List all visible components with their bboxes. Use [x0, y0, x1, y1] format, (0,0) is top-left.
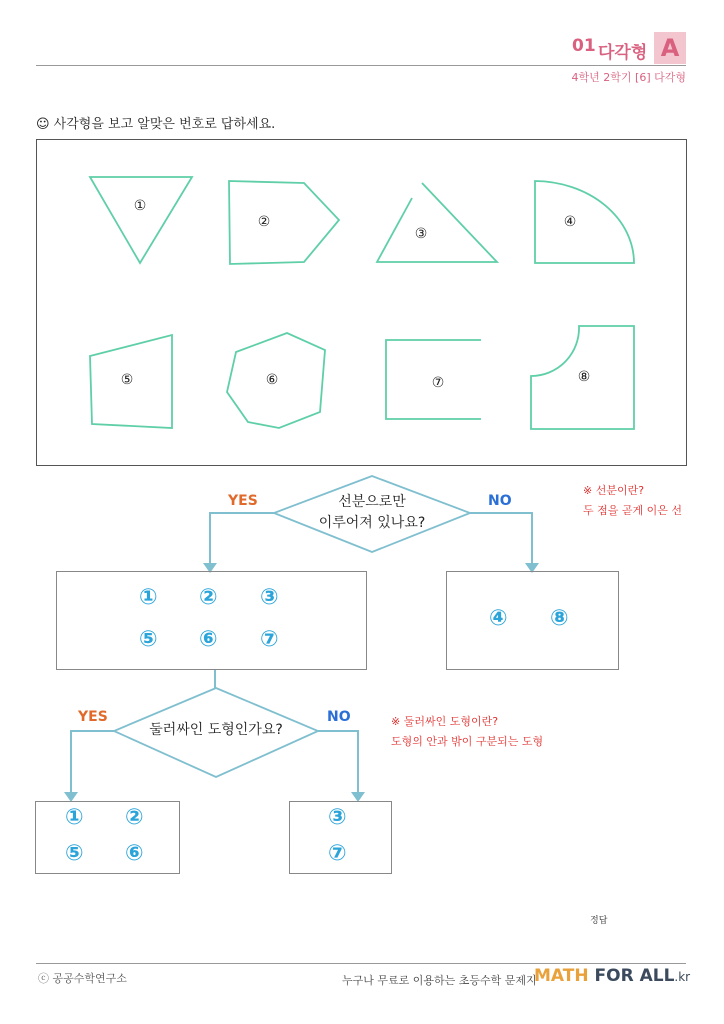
flow2-no-answer-1: ③	[328, 805, 347, 830]
footer-logo	[534, 966, 690, 986]
flow1-yes-answer-6: ⑦	[260, 627, 279, 652]
flow1-no-answer-1: ④	[489, 606, 508, 631]
flow1-no-label: NO	[488, 493, 512, 509]
flow1-question	[302, 492, 442, 534]
flow1-yes-answer-1: ①	[139, 585, 158, 610]
shape-1-triangle	[90, 177, 192, 263]
footer-copyright: ⓒ 공공수학연구소	[38, 972, 127, 985]
footer-tagline: 누구나 무료로 이용하는 초등수학 문제지	[342, 974, 537, 987]
flow2-yes-arrow-line	[71, 731, 114, 796]
level-badge: A	[654, 32, 686, 64]
flow2-yes-label: YES	[78, 709, 108, 725]
flow2-yes-box	[35, 801, 180, 874]
flow1-yes-answer-4: ⑤	[139, 627, 158, 652]
flow2-yes-answer-4: ⑥	[125, 841, 144, 866]
flow1-note	[583, 481, 682, 521]
shape-2-label: ②	[257, 214, 271, 230]
worksheet-number: 01	[572, 36, 596, 56]
shape-6-label: ⑥	[265, 372, 279, 388]
flow2-note-title: ※ 둘러싸인 도형이란?	[391, 715, 499, 728]
flow2-yes-answer-3: ⑤	[65, 841, 84, 866]
instruction-text: ☺ 사각형을 보고 알맞은 번호로 답하세요.	[36, 117, 276, 132]
flow1-note-body: 두 점을 곧게 이은 선	[583, 504, 682, 517]
answer-label: 정답	[590, 916, 608, 926]
shape-4-label: ④	[563, 214, 577, 230]
logo-forall: FOR ALL	[594, 966, 675, 986]
worksheet-title: 다각형	[598, 43, 648, 63]
logo-math: MATH	[534, 966, 589, 986]
worksheet-subtitle: 4학년 2학기 [6] 다각형	[571, 71, 686, 84]
flow2-no-label: NO	[327, 709, 351, 725]
flow2-yes-answer-2: ②	[125, 805, 144, 830]
flow1-no-box	[446, 571, 619, 670]
shape-1-label: ①	[133, 198, 147, 214]
flow2-no-arrow-line	[318, 731, 358, 796]
shape-7-label: ⑦	[431, 375, 445, 391]
flow1-yes-answer-2: ②	[199, 585, 218, 610]
shape-3-label: ③	[414, 226, 428, 242]
flow1-no-arrow-line	[470, 513, 532, 566]
flow1-no-answer-2: ⑧	[550, 606, 569, 631]
flow2-question: 둘러싸인 도형인가요?	[149, 722, 283, 738]
flow1-yes-label: YES	[228, 493, 258, 509]
flow2-yes-answer-1: ①	[65, 805, 84, 830]
flow1-yes-answer-3: ③	[260, 585, 279, 610]
flow1-question-line2: 이루어져 있나요?	[318, 515, 426, 531]
shape-8-label: ⑧	[577, 369, 591, 385]
flow2-note	[391, 712, 543, 752]
flow2-note-body: 도형의 안과 밖이 구분되는 도형	[391, 735, 544, 748]
shape-5-label: ⑤	[120, 372, 134, 388]
shape-2-pentagon	[229, 181, 339, 264]
logo-kr: .kr	[674, 970, 691, 984]
footer-divider	[36, 963, 686, 964]
flow1-yes-answer-5: ⑥	[199, 627, 218, 652]
flow1-question-line1: 선분으로만	[338, 494, 406, 510]
flow1-yes-arrow-line	[210, 513, 274, 566]
flow2-no-answer-2: ⑦	[328, 841, 347, 866]
shape-4-quarter-circle	[535, 181, 634, 263]
shape-3-open-triangle	[377, 183, 497, 262]
flow1-note-title: ※ 선분이란?	[583, 484, 645, 497]
